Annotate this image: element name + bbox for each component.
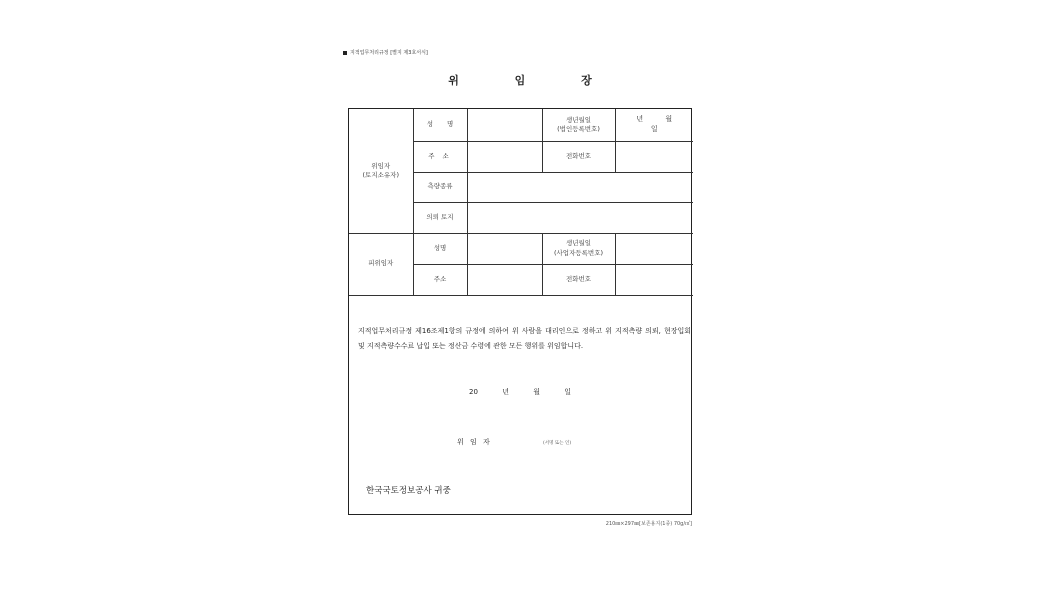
survey-type-field[interactable] xyxy=(467,172,693,202)
square-bullet-icon xyxy=(343,51,347,55)
delegator-phone-label: 전화번호 xyxy=(542,141,615,172)
delegate-birth-field[interactable] xyxy=(615,233,693,264)
info-table xyxy=(349,109,693,296)
delegator-signature-label: 위 임 자 xyxy=(457,438,492,446)
delegator-address-label: 주 소 xyxy=(413,141,467,172)
delegate-address-label: 주소 xyxy=(413,264,467,295)
recipient-line: 한국국토정보공사 귀중 xyxy=(366,486,451,496)
delegate-phone-field[interactable] xyxy=(615,264,693,295)
signature-note: (서명 또는 인) xyxy=(543,441,572,446)
delegate-group-label: 피위임자 xyxy=(349,233,413,295)
date-line xyxy=(348,387,692,397)
date-month-label: 월 xyxy=(533,388,540,396)
delegate-row-name xyxy=(349,233,693,264)
delegator-birth-label-line2: (법인등록번호) xyxy=(557,124,600,133)
delegator-name-label: 성 명 xyxy=(413,109,467,141)
survey-type-label: 측량종류 xyxy=(413,172,467,202)
delegate-birth-label xyxy=(542,233,615,264)
date-day-label: 일 xyxy=(564,388,571,396)
delegate-name-field[interactable] xyxy=(467,233,542,264)
delegator-group-cell xyxy=(349,109,413,233)
form-reference-note xyxy=(343,49,428,56)
form-reference-text: 지적업무처리규정 [별지 제3호서식] xyxy=(350,50,428,56)
delegator-birth-label xyxy=(542,109,615,141)
delegator-birth-date-field[interactable]: 년 월 일 xyxy=(615,109,693,141)
delegate-name-label: 성명 xyxy=(413,233,467,264)
delegate-birth-label-line1: 생년월일 xyxy=(565,239,592,248)
date-year-prefix: 20 xyxy=(469,388,478,396)
delegator-phone-field[interactable] xyxy=(615,141,693,172)
date-year-label: 년 xyxy=(502,388,509,396)
delegator-group-label: 위임자 xyxy=(371,161,391,170)
delegator-row-name xyxy=(349,109,693,141)
delegator-name-field[interactable] xyxy=(467,109,542,141)
delegate-phone-label: 전화번호 xyxy=(542,264,615,295)
delegate-birth-label-line2: (사업자등록번호) xyxy=(553,248,604,257)
delegate-address-field[interactable] xyxy=(467,264,542,295)
delegator-address-field[interactable] xyxy=(467,141,542,172)
form-frame xyxy=(348,108,692,515)
requested-land-field[interactable] xyxy=(467,202,693,233)
document-title: 위 임 장 xyxy=(448,74,618,87)
requested-land-label: 의뢰 토지 xyxy=(413,202,467,233)
delegator-birth-label-line1: 생년월일 xyxy=(565,115,592,124)
delegation-statement: 지적업무처리규정 제16조제1항의 규정에 의하여 위 사람을 대리인으로 정하고 위 지적측량 의뢰, 현장입회 및 지적측량수수료 납입 또는 정산금 수령에 관한 모든 행위를 위임합니다. xyxy=(358,327,691,350)
delegator-group-sublabel: (토지소유자) xyxy=(362,170,399,179)
paper-spec-note: 210㎜×297㎜[보존용지(1종) 70g/㎡] xyxy=(605,521,692,527)
